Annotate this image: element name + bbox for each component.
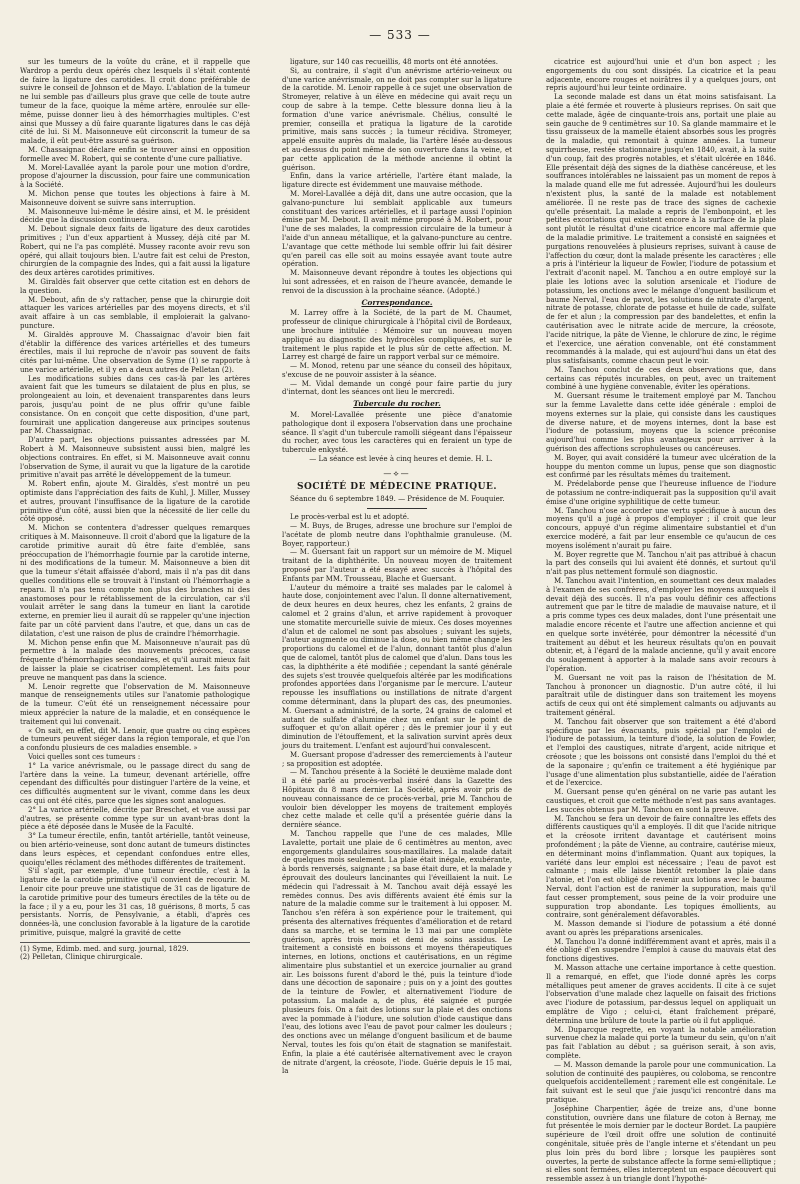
paragraph: M. Tanchou conclut de ces deux observations que, dans certains cas réputés incurables, on peut, avec un traitement combiné à une hygiène convenable, éviter les opérations. — [546, 365, 776, 392]
paragraph: M. Tanchou se fera un devoir de faire connaître les effets des différents caustiques qu'il a employés. Il dit que l'acide nitrique et la créosote irritent davantage et cautérisent moins profondément ; la pâte de Vienne, au contraire, cautérise mieux, en déterminant moins d'inflammation. Quant aux topiques, la variété dans leur emploi est nécessaire ; l'eau de pavot est calmante ; mais elle laisse bientôt retomber la plaie dans l'atonie, et l'on est obligé de revenir aux lotions avec le baume Nerval, dont l'action est de ranimer la suppuration, mais qu'il faut cesser promptement, sous peine de la voir produire une suppuration trop abondante. Les topiques émollients, au contraire, sont généralement défavorables. — [546, 814, 776, 920]
society-title: SOCIÉTÉ DE MÉDECINE PRATIQUE. — [297, 481, 497, 492]
tubercle-body — [282, 411, 512, 455]
paragraph: M. Tanchou rappelle que l'une de ces malades, Mlle Lavalette, portait une plaie de 6 centimètres au menton, avec engorgements glandulaires sous-maxillaires. La malade datait de quelques mois seulement. La plaie était inégale, exubérante, à bords renversés, saignante ; sa base était dure, et la malade y éprouvait des douleurs lancinantes qui l'éveillaient la nuit. Le médecin qui l'adressait à M. Tanchou avait déjà essayé les remèdes connus. Des avis différents avaient été émis sur la nature de la maladie comme sur le traitement à lui opposer. M. Tanchou s'en référa à son expérience pour le traitement, qui présenta des alternatives fréquentes d'amélioration et de retard dans sa marche, et se termina le 13 mai par une complète guérison, après trois mois et demi de soins assidus. Le traitement a consisté en boissons et moyens thérapeutiques internes, en lotions, onctions et cautérisations, en un régime alimentaire plus substantiel et un exercice journalier au grand air. Les boissons furent d'abord le thé, puis la teinture d'iode dans une décoction de saponaire ; puis on y a joint des gouttes de la teinture de Fowler, et alternativement l'iodure de potassium. La malade a, de plus, été saignée et purgée plusieurs fois. On a fait des lotions sur la plaie et des onctions avec la pommade à l'iodure, une solution d'iode caustique dans l'eau, des lotions avec l'eau de pavot pour calmer les douleurs ; des onctions avec un mélange d'onguent basilicum et de baume Nerval, toutes les fois qu'on était de stagnation se manifestait. Enfin, la plaie a été cautérisée alternativement avec le crayon de nitrate d'argent, la créosote, l'iode. Guérie depuis le 15 mai, la — [282, 829, 512, 1076]
column-2-body — [282, 58, 512, 296]
paragraph: M. Guersant résume le traitement employé par M. Tanchou sur la femme Lavalette dans cette idée générale : emploi de moyens externes sur la plaie, qui consiste dans les caustiques de diverse nature, et de moyens internes, dont la base est l'iodure de potassium, moyens que la science préconise aujourd'hui comme les plus avantageux pour arriver à la guérison des affections scrophuleuses ou cancéreuses. — [546, 392, 776, 454]
paragraph: S'il s'agit, par exemple, d'une tumeur érectile, c'est à la ligature de la carotide primitive qu'il convient de recourir. M. Lenoir cite pour preuve une statistique de 31 cas de ligature de la carotide primitive pour des tumeurs érectiles de la tête ou de la face ; il y a eu, pour les 31 cas, 18 guérisons, 8 morts, 5 cas persistants. Norris, de Pensylvanie, a établi, d'après ces données-là, une conclusion favorable à la ligature de la carotide primitive, puisque, malgré la gravité de cette — [20, 867, 250, 937]
paragraph: M. Chassaignac déclare enfin se trouver ainsi en opposition formelle avec M. Robert, qui se contente d'une cure palliative. — [20, 145, 250, 163]
paragraph: 2° La varice artérielle, décrite par Breschet, et vue aussi par d'autres, se présente comme type sur un avant-bras dont la pièce a été déposée dans le Musée de la Faculté. — [20, 805, 250, 832]
paragraph: M. Tanchou n'ose accorder une vertu spécifique à aucun des moyens qu'il a jugé à propos d'employer ; il croit que leur concours, appuyé d'un régime alimentaire substantiel et d'un exercice modéré, a fait par leur ensemble ce qu'aucun de ces moyens isolément n'aurait pu faire. — [546, 506, 776, 550]
paragraph: M. Guersant pense qu'en général on ne varie pas autant les caustiques, et croit que cette méthode n'est pas sans avantages. Les succès obtenus par M. Tanchou en sont la preuve. — [546, 788, 776, 814]
column-2 — [282, 58, 512, 1136]
paragraph: M. Guersant propose d'adresser des remerciements à l'auteur ; sa proposition est adoptée. — [282, 750, 512, 768]
paragraph: M. Tanchou l'a donné indifféremment avant et après, mais il a été obligé d'en suspendre l'emploi à cause du mauvais état des fonctions digestives. — [546, 937, 776, 964]
paragraph: Voici quelles sont ces tumeurs : — [28, 752, 141, 761]
paragraph: D'autre part, les objections puissantes adressées par M. Robert à M. Maisonneuve subsistent aussi bien, malgré les objections contraires. En effet, si M. Maisonneuve avait connu l'observation de Syme, il aurait vu que la ligature de la carotide primitive n'avait pas arrêté le développement de la tumeur. — [20, 436, 250, 480]
column-1-body — [20, 58, 250, 938]
paragraph: M. Larrey offre à la Société, de la part de M. Chaumet, professeur de clinique chirurgicale à l'hôpital civil de Bordeaux, une brochure intitulée : Mémoire sur un nouveau moyen appliqué au diagnostic des hydrocèles compliquées, et sur le traitement le plus rapide et le plus sûr de cette affection. M. Larrey est chargé de faire un rapport verbal sur ce mémoire. — [282, 309, 512, 362]
paragraph: La seconde malade est dans un état moins satisfaisant. La plaie a été fermée et rouverte à plusieurs reprises. On sait que cette malade, âgée de cinquante-trois ans, portait une plaie au sein gauche de 9 centimètres sur 10. Sa glande mammaire et le tissu graisseux de la mamelle étaient absorbés sous les progrès de la maladie, qui remontait à quinze années. La tumeur squirrheuse, restée stationnaire jusqu'en 1840, avait, à la suite d'un coup, fait des progrès notables, et s'était ulcérée en 1846. Elle présentait déjà des signes de la diathèse cancéreuse, et les souffrances intolérables ne laissaient pas un moment de repos à la malade quand elle me fut adressée. Aujourd'hui les douleurs n'existent plus, la santé de la malade est notablement améliorée. Il ne reste pas de trace des signes de cachexie qu'elle présentait. La malade a repris de l'embonpoint, et les petites excoriations qui existent encore à la surface de la plaie sont plutôt le résultat d'une cicatrice encore mal affermie que de la maladie primitive. Le traitement a consisté en saignées et purgations renouvelées à plusieurs reprises, suivant à cause de l'affection du cœur, dont la malade présente les caractères ; elle a pris à l'intérieur la liqueur de Fowler, l'iodure de potassium et l'extrait d'aconit napel. M. Tanchou a en outre employé sur la plaie les lotions avec la solution arsenicale et l'iodure de potassium, les onctions avec le mélange d'onguent basilicum et baume Nerval, l'eau de pavot, les solutions de nitrate d'argent, nitrate de potasse, chlorate de potasse et huile de cade, sulfate de fer et alun ; la compression par des bandelettes, et enfin la cautérisation avec le nitrate acide de mercure, la créosote, l'acide nitrique, la pâte de Vienne, le chlorure de zinc, le régime et l'exercice, une aération convenable, ont été constamment recommandés à la malade, qui est aujourd'hui dans un état des plus satisfaisants, comme chacun peut le voir. — [546, 93, 776, 366]
paragraph: M. Michon se contentera d'adresser quelques remarques critiques à M. Maisonneuve. Il croit d'abord que la ligature de la carotide primitive aurait dû être faite d'emblée, sans préoccupation de l'hémorrhagie fournie par la carotide interne, ni des modifications de la tumeur. M. Maisonneuve a bien dit que la tumeur s'était affaissée d'abord, mais il n'a pas dit dans quelles conditions elle se trouvait à l'instant où l'hémorrhagie a reparu. Il n'a pas tenu compte non plus des branches ni des anastomoses pour le rétablissement de la circulation, car s'il voulait arrêter le sang dans la tumeur en liant la carotide externe, en premier lieu il aurait dû se rappeler qu'une injection faite par un côté parvient dans l'autre, et que, dans un cas de dilatation, c'est une raison de plus de craindre l'hémorrhagie. — [20, 524, 250, 638]
page-number: — 533 — — [369, 28, 431, 42]
column-1 — [20, 58, 250, 1136]
paragraph: M. Boyer regrette que M. Tanchou n'ait pas attribué à chacun la part des conseils qui lui avaient été donnés, et surtout qu'il n'ait pas plus nettement formulé son diagnostic. — [546, 550, 776, 577]
paragraph: M. Masson attache une certaine importance à cette question. Il a remarqué, en effet, que l'iode donné après les corps métalliques peut amener de graves accidents. Il cite à ce sujet l'observation d'une malade chez laquelle on faisait des frictions avec l'iodure de potassium, par-dessus lequel on appliquait un emplâtre de Vigo ; celui-ci, étant fraîchement préparé, détermina une brûlure de toute la partie où il fut appliqué. — [546, 964, 776, 1025]
section-ornament: —⟡— — [383, 468, 411, 478]
paragraph: M. Morel-Lavallée a déjà dit, dans une autre occasion, que la galvano-puncture lui semblait applicable aux tumeurs constituant des varices artérielles, et il partage aussi l'opinion émise par M. Debout. Il avait même proposé à M. Robert, pour l'une de ses malades, la compression circulaire de la tumeur à l'aide d'un anneau métallique, et la galvano-puncture au centre. L'avantage que cette méthode lui semble offrir lui fait désirer qu'en pareil cas elle soit au moins essayée avant toute autre opération. — [282, 189, 512, 269]
paragraph: — M. Tanchou présente à la Société le deuxième malade dont il a été parlé au procès-verbal inséré dans la Gazette des Hôpitaux du 8 mars dernier. La Société, après avoir pris de nouveau connaissance de ce procès-verbal, prie M. Tanchou de vouloir bien développer les moyens de traitement employés chez cette malade et celle qu'il a présentée guérie dans la dernière séance. — [282, 768, 512, 830]
paragraph: M. Boyer, qui avait considéré la tumeur avec ulcération de la houppe du menton comme un lupus, pense que son diagnostic est confirmé par les résultats mêmes du traitement. — [546, 453, 776, 480]
paragraph: Si, au contraire, il s'agit d'un anévrisme artério-veineux ou d'une varice anévrismale, on ne doit pas compter sur la ligature de la carotide. M. Lenoir rappelle à ce sujet une observation de Stromeyer, relative à un élève en médecine qui avait reçu un coup de sabre à la tempe. Cette blessure donna lieu à la formation d'une varice anévrismale. Chélius, consulté le premier, conseilla et pratiqua la ligature de la carotide primitive, mais sans succès ; la tumeur récidiva. Stromeyer, appelé ensuite auprès du malade, lia l'artère lésée au-dessous et au-dessus du point même de son ouverture dans la veine, et par cette application de la méthode ancienne il obtint la guérison. — [282, 66, 512, 172]
paragraph: M. Debout signale deux faits de ligature des deux carotides primitives ; l'un d'eux appartient à Mussey, déjà cité par M. Robert, qui ne l'a pas complété. Mussey raconte avoir revu son opéré, qui allait toujours bien. L'autre fait est celui de Preston, chirurgien de la compagnie des Indes, qui a fait aussi la ligature des deux artères carotides primitives. — [20, 225, 250, 278]
column-3 — [546, 58, 776, 1184]
paragraph: 3° La tumeur érectile, enfin, tantôt artérielle, tantôt veineuse, ou bien artério-veineuse, sont donc autant de tumeurs distinctes dans leurs espèces, et cependant confondues entre elles, quoiqu'elles réclament des méthodes différentes de traitement. — [20, 832, 250, 867]
correspondence-body — [282, 309, 512, 397]
paragraph: Le procès-verbal est lu et adopté. — [290, 513, 410, 522]
paragraph: — M. Masson demande la parole pour une communication. La solution de continuité des paupières, ou coloboma, se rencontre quelquefois accidentellement ; rarement elle est congénitale. Le fait suivant est le seul que j'aie jusqu'ici rencontré dans ma pratique. — [546, 1060, 776, 1105]
paragraph: M. Michon pense que toutes les objections à faire à M. Maisonneuve doivent se suivre sans interruption. — [20, 189, 250, 207]
column-3-body — [546, 58, 776, 1184]
paragraph: L'auteur du mémoire a traité ses malades par le calomel à haute dose, conjointement avec l'alun. Il donne alternativement, de deux heures en deux heures, chez les enfants, 2 grains de calomel et 2 grains d'alun, et arrive rapidement à provoquer une stomatite mercurielle suivie de mieux. Ces doses moyennes d'alun et de calomel ne sont pas absolues ; suivant les sujets, l'auteur augmente ou diminue la dose, ou bien même change les proportions du calomel et de l'alun, donnant tantôt plus d'alun que de calomel, tantôt plus de calomel que d'alun. Dans tous les cas, la diphthérite a été modifiée ; cependant la santé générale des sujets s'est trouvée quelquefois altérée par les modifications profondes apportées dans l'organisme par le mercure. L'auteur repousse les insufflations ou instillations de nitrate d'argent comme déterminant, dans la plupart des cas, des pneumonies. M. Guersant a administré, de la sorte, 24 grains de calomel et autant de sulfate d'alumine chez un enfant sur le point de suffoquer et qu'on allait opérer ; dès le premier jour il y eut diminution de l'étouffement, et la salivation survint après deux jours du traitement. L'enfant est aujourd'hui convalescent. — [282, 583, 512, 750]
paragraph: sur les tumeurs de la voûte du crâne, et il rappelle que Wardrop a perdu deux opérés chez lesquels il s'était contenté de faire la ligature des carotides. Il croit donc préférable de suivre le conseil de Johnson et de Mayo. L'ablation de la tumeur ne lui semble pas d'ailleurs plus grave que celle de toute autre tumeur de la face, quoique la même artère, enroulée sur elle-même, puisse donner lieu à des hémorrhagies multiples. C'est ainsi que Mussey a dû faire quarante ligatures dans le cas déjà cité de lui. Si M. Maisonneuve eût circonscrit la tumeur de sa malade, il eût peut-être assuré sa guérison. — [20, 58, 250, 146]
paragraph: M. Prédelaborde pense que l'heureuse influence de l'iodure de potassium ne contre-indiquerait pas la supposition qu'il avait émise d'une origine syphilitique de cette tumeur. — [546, 480, 776, 506]
paragraph: Enfin, dans la varice artérielle, l'artère étant malade, la ligature directe est évidemment une mauvaise méthode. — [282, 172, 512, 190]
paragraph: — M. Buys, de Bruges, adresse une brochure sur l'emploi de l'acétate de plomb neutre dans l'ophthalmie granuleuse. (M. Boyer, rapporteur.) — [282, 522, 512, 548]
paragraph: M. Michon pense enfin que M. Maisonneuve n'aurait pas dû permettre à la malade des mouvements précoces, cause fréquente d'hémorrhagies secondaires, et qu'il aurait mieux fait de laisser la plaie se cicatriser complètement. Les faits pour preuve ne manquent pas dans la science. — [20, 638, 250, 682]
paragraph: (1) Syme, Edimb. med. and surg. journal, 1829. — [20, 944, 189, 953]
tubercle-heading: Tubercule du rocher. — [353, 399, 441, 409]
paragraph: M. Giraldès approuve M. Chassaignac d'avoir bien fait d'établir la différence des varices artérielles et des tumeurs érectiles, mais il lui reproche de n'avoir pas souvent de faits cités par lui-même. Une observation de Syme (1) se rapporte à une varice artérielle, et il y en a deux autres de Pelletan (2). — [20, 330, 250, 374]
paragraph: cicatrice est aujourd'hui unie et d'un bon aspect ; les engorgements du cou sont dissipés. La cicatrice et la peau adjacente, encore rouges et noirâtres il y a quelques jours, ont repris aujourd'hui leur teinte ordinaire. — [546, 58, 776, 93]
paragraph: M. Lenoir regrette que l'observation de M. Maisonneuve manque de renseignements utiles sur l'anatomie pathologique de la tumeur. C'eût été un renseignement nécessaire pour mieux apprécier la nature de la maladie, et en conséquence le traitement qui lui convenait. — [20, 682, 250, 726]
paragraph: 1° La varice anévrismale, ou le passage direct du sang de l'artère dans la veine. La tumeur, devenant artérielle, offre cependant des difficultés pour distinguer l'artère de la veine, et ces difficultés augmentent sur le vivant, comme dans les deux cas qui ont été cités, parce que les signes sont analogues. — [20, 761, 250, 805]
paragraph: Joséphine Charpentier, âgée de treize ans, d'une bonne constitution, ouvrière dans une filature de coton à Bernay, me fut présentée le mois dernier par le docteur Bordet. La paupière supérieure de l'œil droit offre une solution de continuité congénitale, située près de l'angle interne et s'étendant un peu plus loin près du bord libre ; lorsque les paupières sont ouvertes, la perte de substance affecte la forme semi-elliptique ; si elles sont fermées, elles interceptent un espace découvert qui ressemble assez à un triangle dont l'hypothé- — [546, 1104, 776, 1184]
paragraph: M. Morel-Lavallée présente une pièce d'anatomie pathologique dont il exposera l'observation dans une prochaine séance. Il s'agit d'un tubercule ramolli siégeant dans l'épaisseur du rocher, avec tous les caractères qui en feraient un type de tubercule enkysté. — [282, 411, 512, 455]
paragraph: — M. Monod, retenu par une séance du conseil des hôpitaux, s'excuse de ne pouvoir assister à la séance. — [282, 362, 512, 379]
paragraph: M. Maisonneuve devant répondre à toutes les objections qui lui sont adressées, et en raison de l'heure avancée, demande le renvoi de la discussion à la prochaine séance. (Adopté.) — [282, 269, 512, 295]
paragraph: M. Morel-Lavallée ayant la parole pour une motion d'ordre, propose d'ajourner la discussion, pour faire une communication à la Société. — [20, 163, 250, 190]
paragraph: « On sait, en effet, dit M. Lenoir, que quatre ou cinq espèces de tumeurs peuvent siéger dans la région temporale, et que l'on a confondu plusieurs de ces maladies ensemble. » — [20, 726, 250, 753]
footnotes — [20, 942, 250, 963]
paragraph: — M. Vidal demande un congé pour faire partie du jury d'internat, dont les séances ont lieu le mercredi. — [282, 379, 512, 397]
correspondence-heading: Correspondance. — [361, 297, 433, 307]
paragraph: M. Tanchou avait l'intention, en soumettant ces deux malades à l'examen de ses confrères, d'employer les moyens auxquels il devait déjà des succès. Il n'a pas voulu définir ces affections autrement que par le titre de maladie de mauvaise nature, et il a pris comme types ces deux malades, dont l'une présentait une maladie encore récente et l'autre une affection ancienne et qui en quelque sorte invétérée, pour démontrer la nécessité d'un traitement au début et les heureux résultats qu'on en pouvait obtenir, et, à l'égard de la malade ancienne, qu'il y avait encore du soulagement à apporter à la malade sans avoir recours à l'opération. — [546, 577, 776, 673]
paragraph: M. Masson demande si l'iodure de potassium a été donné avant ou après les préparations arsenicales. — [546, 920, 776, 937]
paragraph: (2) Pelletan, Clinique chirurgicale. — [20, 953, 143, 962]
paragraph: M. Debout, afin de s'y rattacher, pense que la chirurgie doit attaquer les varices artérielles par des moyens directs, et s'il avait affaire à un cas semblable, il emploierait la galvano-puncture. — [20, 295, 250, 330]
paragraph: M. Tanchou fait observer que son traitement a été d'abord spécifique par les évacuants, puis spécial par l'emploi de l'iodure de potassium, la teinture d'iode, la solution de Fowler, et l'emploi des caustiques, nitrate d'argent, acide nitrique et créosote ; que les boissons ont consisté dans l'emploi du thé et de la saponaire ; qu'enfin ce traitement a été hygiénique par l'usage d'une alimentation plus substantielle, aidée de l'aération et de l'exercice. — [546, 717, 776, 788]
paragraph: M. Giraldès fait observer que cette citation est en dehors de la question. — [20, 277, 250, 295]
paragraph: — M. Guersant fait un rapport sur un mémoire de M. Miquel traitant de la diphthérite. Un nouveau moyen de traitement proposé par l'auteur a été essayé avec succès à l'hôpital des Enfants par MM. Trousseau, Blache et Guersant. — [282, 548, 512, 583]
paragraph: Les modifications subies dans ces cas-là par les artères avaient fait que les tumeurs se dilataient de plus en plus, se prolongeaient au loin, et devenaient transparentes dans leurs parois, jusqu'au point de ne plus offrir qu'une faible consistance. On en conçoit que cette disposition, d'une part, fournirait une application dangereuse aux principes soutenus par M. Chassaignac. — [20, 374, 250, 436]
paragraph: M. Robert enfin, ajoute M. Giraldès, s'est montré un peu optimiste dans l'appréciation des faits de Kuhl, J. Miller, Mussey et autres, prouvant l'insuffisance de la ligature de la carotide primitive d'un côté, aussi bien que la nécessité de lier celle du côté opposé. — [20, 480, 250, 524]
session-line: Séance du 6 septembre 1849. — Présidence de M. Fouquier. — [290, 495, 505, 504]
paragraph: M. Guersant ne voit pas la raison de l'hésitation de M. Tanchou à prononcer un diagnostic. D'un autre côté, il lui paraîtrait utile de distinguer dans son traitement les moyens actifs de ceux qui ont été simplement calmants ou adjuvants au traitement général. — [546, 673, 776, 717]
paragraph: ligature, sur 140 cas recueillis, 48 morts ont été annotées. — [290, 58, 498, 66]
divider — [367, 508, 427, 509]
session-signoff: — La séance est levée à cinq heures et demie. H. L. — [309, 455, 493, 464]
paragraph: M. Duparcque regrette, en voyant la notable amélioration survenue chez la malade qui porte la tumeur du sein, qu'on n'ait pas fait l'ablation au début ; sa guérison serait, à son avis, complète. — [546, 1025, 776, 1061]
paragraph: M. Maisonneuve lui-même le désire ainsi, et M. le président décide que la discussion continuera. — [20, 207, 250, 225]
society-body — [282, 513, 512, 1076]
